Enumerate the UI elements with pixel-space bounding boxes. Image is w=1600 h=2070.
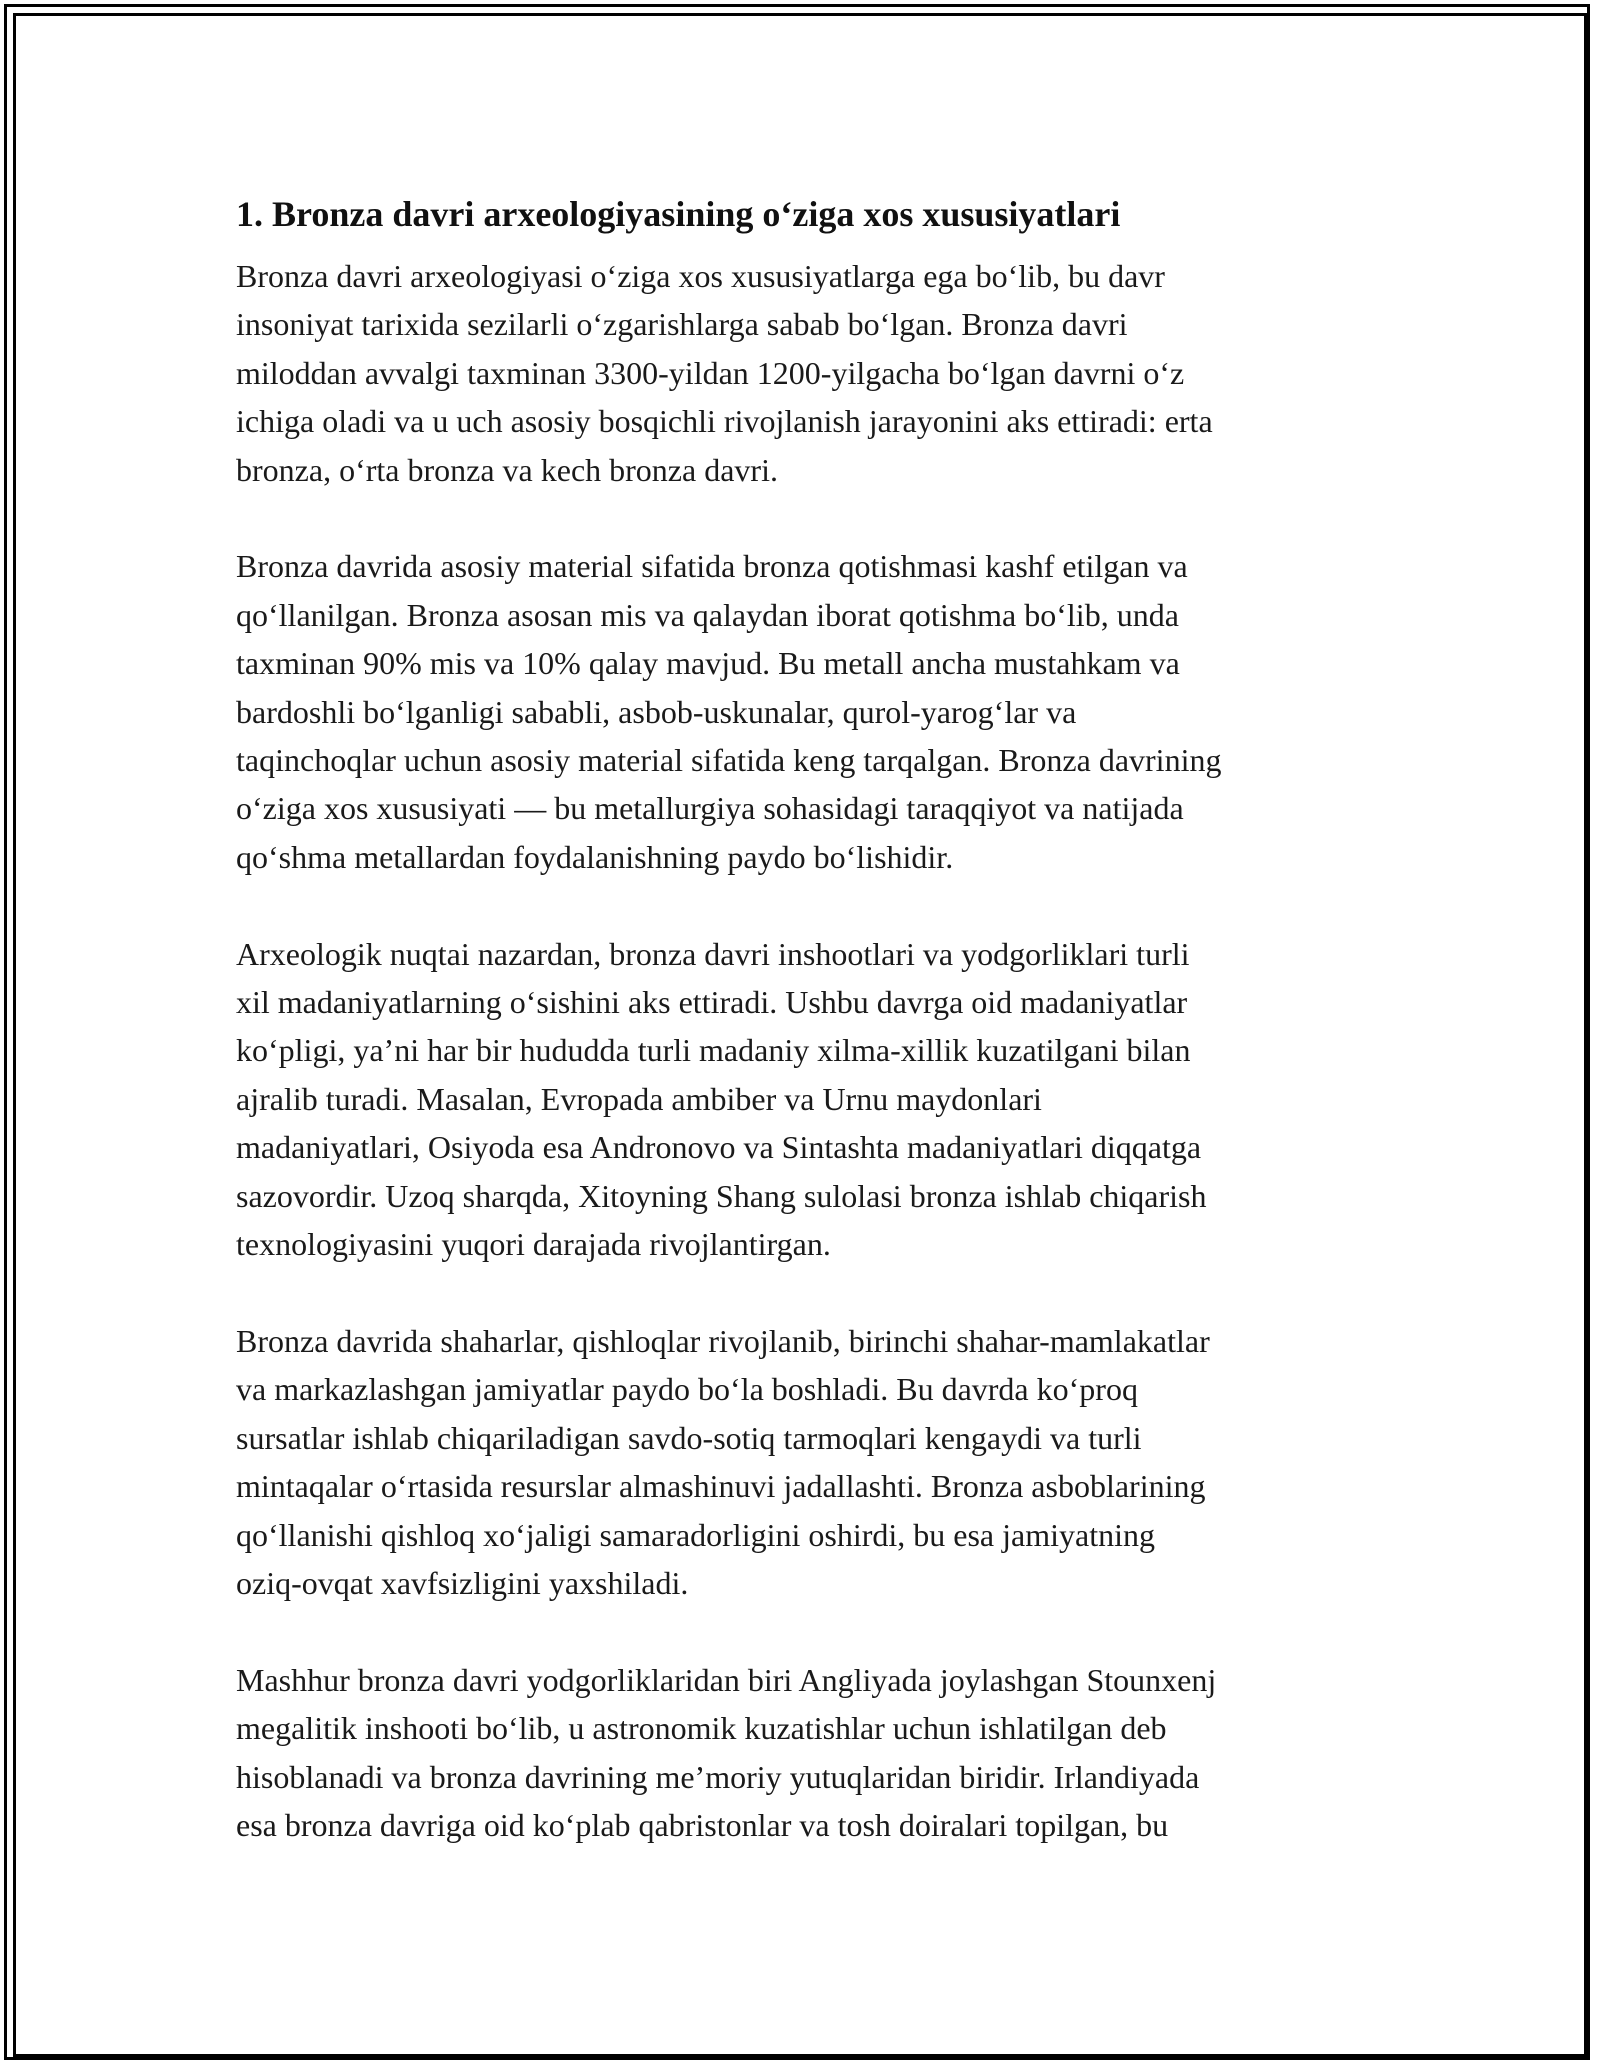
text-line: texnologiyasini yuqori darajada rivojlantirgan. <box>236 1226 831 1263</box>
text-line: Arxeologik nuqtai nazardan, bronza davri inshootlari va yodgorliklari turli <box>236 935 1190 972</box>
text-line: va markazlashgan jamiyatlar paydo boʻla boshladi. Bu davrda koʻproq <box>236 1371 1138 1408</box>
text-line: Bronza davrida asosiy material sifatida bronza qotishmasi kashf etilgan va <box>236 548 1188 585</box>
paragraph-3 <box>236 930 1376 1269</box>
document-body <box>236 184 1376 1898</box>
text-line: Bronza davri arxeologiyasi oʻziga xos xususiyatlarga ega boʻlib, bu davr <box>236 258 1165 294</box>
text-line: sazovordir. Uzoq sharqda, Xitoyning Shang sulolasi bronza ishlab chiqarish <box>236 1177 1207 1214</box>
text-line: mintaqalar oʻrtasida resurslar almashinuvi jadallashti. Bronza asboblarining <box>236 1468 1206 1505</box>
text-line: xil madaniyatlarning oʻsishini aks ettiradi. Ushbu davrga oid madaniyatlar <box>236 984 1188 1021</box>
paragraph-4 <box>236 1317 1376 1607</box>
section-heading: 1. Bronza davri arxeologiyasining oʻziga xos xususiyatlari <box>236 194 1121 234</box>
text-line: qoʻllanilgan. Bronza asosan mis va qalaydan iborat qotishma boʻlib, unda <box>236 596 1179 633</box>
paragraph-1 <box>236 252 1376 494</box>
text-line: qoʻllanishi qishloq xoʻjaligi samaradorligini oshirdi, bu esa jamiyatning <box>236 1516 1155 1553</box>
text-line: qoʻshma metallardan foydalanishning paydo boʻlishidir. <box>236 838 954 875</box>
text-line: taxminan 90% mis va 10% qalay mavjud. Bu metall ancha mustahkam va <box>236 645 1180 682</box>
text-line: esa bronza davriga oid koʻplab qabristonlar va tosh doiralari topilgan, bu <box>236 1806 1169 1843</box>
text-line: bronza, oʻrta bronza va kech bronza davri. <box>236 451 778 488</box>
text-line: taqinchoqlar uchun asosiy material sifatida keng tarqalgan. Bronza davrining <box>236 742 1222 779</box>
text-line: Mashhur bronza davri yodgorliklaridan biri Angliyada joylashgan Stounxenj <box>236 1661 1217 1698</box>
text-line: oziq-ovqat xavfsizligini yaxshiladi. <box>236 1564 689 1601</box>
paragraph-2 <box>236 542 1376 881</box>
text-line: sursatlar ishlab chiqariladigan savdo-sotiq tarmoqlari kengaydi va turli <box>236 1419 1142 1456</box>
paragraph-5 <box>236 1656 1376 1850</box>
text-line: ichiga oladi va u uch asosiy bosqichli rivojlanish jarayonini aks ettiradi: erta <box>236 403 1213 440</box>
text-line: ajralib turadi. Masalan, Evropada ambiber va Urnu maydonlari <box>236 1080 1042 1117</box>
text-line: miloddan avvalgi taxminan 3300-yildan 1200-yilgacha boʻlgan davrni oʻz <box>236 354 1185 391</box>
text-line: hisoblanadi va bronza davrining meʼmoriy yutuqlaridan biridir. Irlandiyada <box>236 1758 1200 1795</box>
text-line: koʻpligi, yaʼni har bir hududda turli madaniy xilma-xillik kuzatilgani bilan <box>236 1032 1191 1069</box>
text-line: Bronza davrida shaharlar, qishloqlar rivojlanib, birinchi shahar-mamlakatlar <box>236 1322 1210 1359</box>
text-line: bardoshli boʻlganligi sababli, asbob-uskunalar, qurol-yarogʻlar va <box>236 693 1077 730</box>
text-line: insoniyat tarixida sezilarli oʻzgarishlarga sabab boʻlgan. Bronza davri <box>236 306 1128 343</box>
text-line: oʻziga xos xususiyati — bu metallurgiya sohasidagi taraqqiyot va natijada <box>236 790 1184 827</box>
text-line: madaniyatlari, Osiyoda esa Andronovo va Sintashta madaniyatlari diqqatga <box>236 1129 1202 1166</box>
text-line: megalitik inshooti boʻlib, u astronomik kuzatishlar uchun ishlatilgan deb <box>236 1710 1167 1747</box>
